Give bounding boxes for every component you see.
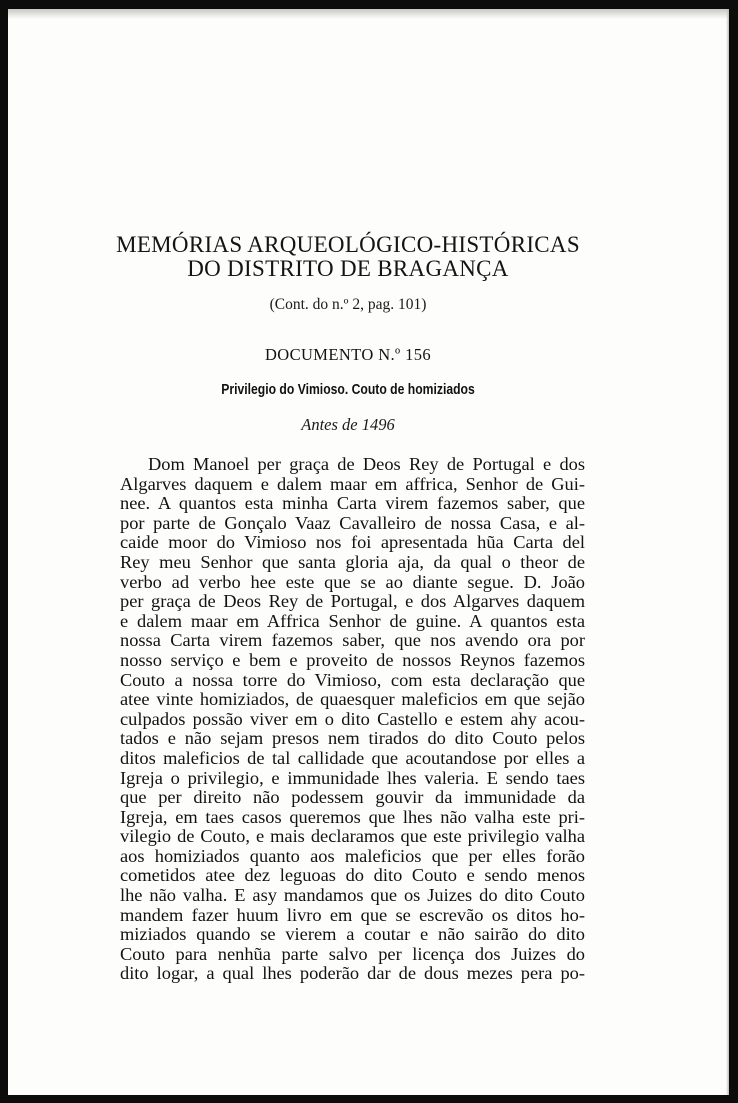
body-line: e dalem maar em Affrica Senhor de guine. A quantos esta <box>120 610 585 631</box>
document-number: DOCUMENTO N.º 156 <box>264 345 432 364</box>
body-line: Couto a nossa torre do Vimioso, com esta declaração que <box>120 669 585 690</box>
body-line: Rey meu Senhor que santa gloria aja, da qual o theor de <box>120 551 585 572</box>
title-line-1: MEMÓRIAS ARQUEOLÓGICO-HISTÓRICAS <box>116 232 580 257</box>
body-line: Igreja, em taes casos queremos que lhes não valha este pri- <box>120 806 585 827</box>
body-line: Dom Manoel per graça de Deos Rey de Portugal e dos <box>148 454 585 474</box>
body-line: tados e não sejam presos nem tirados do dito Couto pelos <box>120 728 585 749</box>
body-line: per graça de Deos Rey de Portugal, e dos Algarves daquem <box>120 591 585 612</box>
document-body <box>120 455 585 984</box>
body-line: lhe não valha. E asy mandamos que os Juizes do dito Couto <box>120 885 585 906</box>
body-line: miziados quando se vierem a coutar e não sairão do dito <box>120 924 585 945</box>
body-line: verbo ad verbo hee este que se ao diante segue. D. João <box>120 571 585 592</box>
body-line: por parte de Gonçalo Vaaz Cavalleiro de nossa Casa, e al- <box>120 512 585 533</box>
document-heading: Privilegio do Vimioso. Couto de homiziados <box>221 382 475 398</box>
body-line: culpados possão viver em o dito Castello e estem ahy acou- <box>120 708 585 729</box>
body-line: nee. A quantos esta minha Carta virem fazemos saber, que <box>120 493 585 514</box>
body-line: que per direito não podessem gouvir da immunidade da <box>120 787 585 808</box>
body-line: Couto para nenhũa parte salvo per licença dos Juizes do <box>120 943 585 964</box>
body-line: ditos maleficios de tal callidade que acoutandose por elles a <box>120 747 585 768</box>
document-date: Antes de 1496 <box>301 415 395 434</box>
body-line: atee vinte homiziados, de quaesquer maleficios em que sejão <box>120 689 585 710</box>
body-line: caide moor do Vimioso nos foi apresentada hũa Carta del <box>120 532 585 553</box>
body-line: cometidos atee dez leguoas do dito Couto e sendo menos <box>120 865 585 886</box>
body-line: dito logar, a qual lhes poderão dar de dous mezes pera po- <box>120 963 585 984</box>
body-line: aos homiziados quanto aos maleficios que per elles forão <box>120 845 585 866</box>
scan-shadow <box>8 9 729 19</box>
body-line: mandem fazer huum livro em que se escrevão os ditos ho- <box>120 904 585 925</box>
title-line-2: DO DISTRITO DE BRAGANÇA <box>187 256 509 281</box>
body-line: nosso serviço e bem e proveito de nossos Reynos fazemos <box>120 649 585 670</box>
document-page <box>8 9 729 1095</box>
continuation-note: (Cont. do n.º 2, pag. 101) <box>269 296 427 313</box>
scan-edge <box>726 9 729 1095</box>
body-line: Algarves daquem e dalem maar em affrica, Senhor de Gui- <box>120 473 585 494</box>
body-line: nossa Carta virem fazemos saber, que nos avendo ora por <box>120 630 585 651</box>
body-line: Igreja o privilegio, e immunidade lhes valeria. E sendo taes <box>120 767 585 788</box>
body-line: vilegio de Couto, e mais declaramos que este privilegio valha <box>120 826 585 847</box>
